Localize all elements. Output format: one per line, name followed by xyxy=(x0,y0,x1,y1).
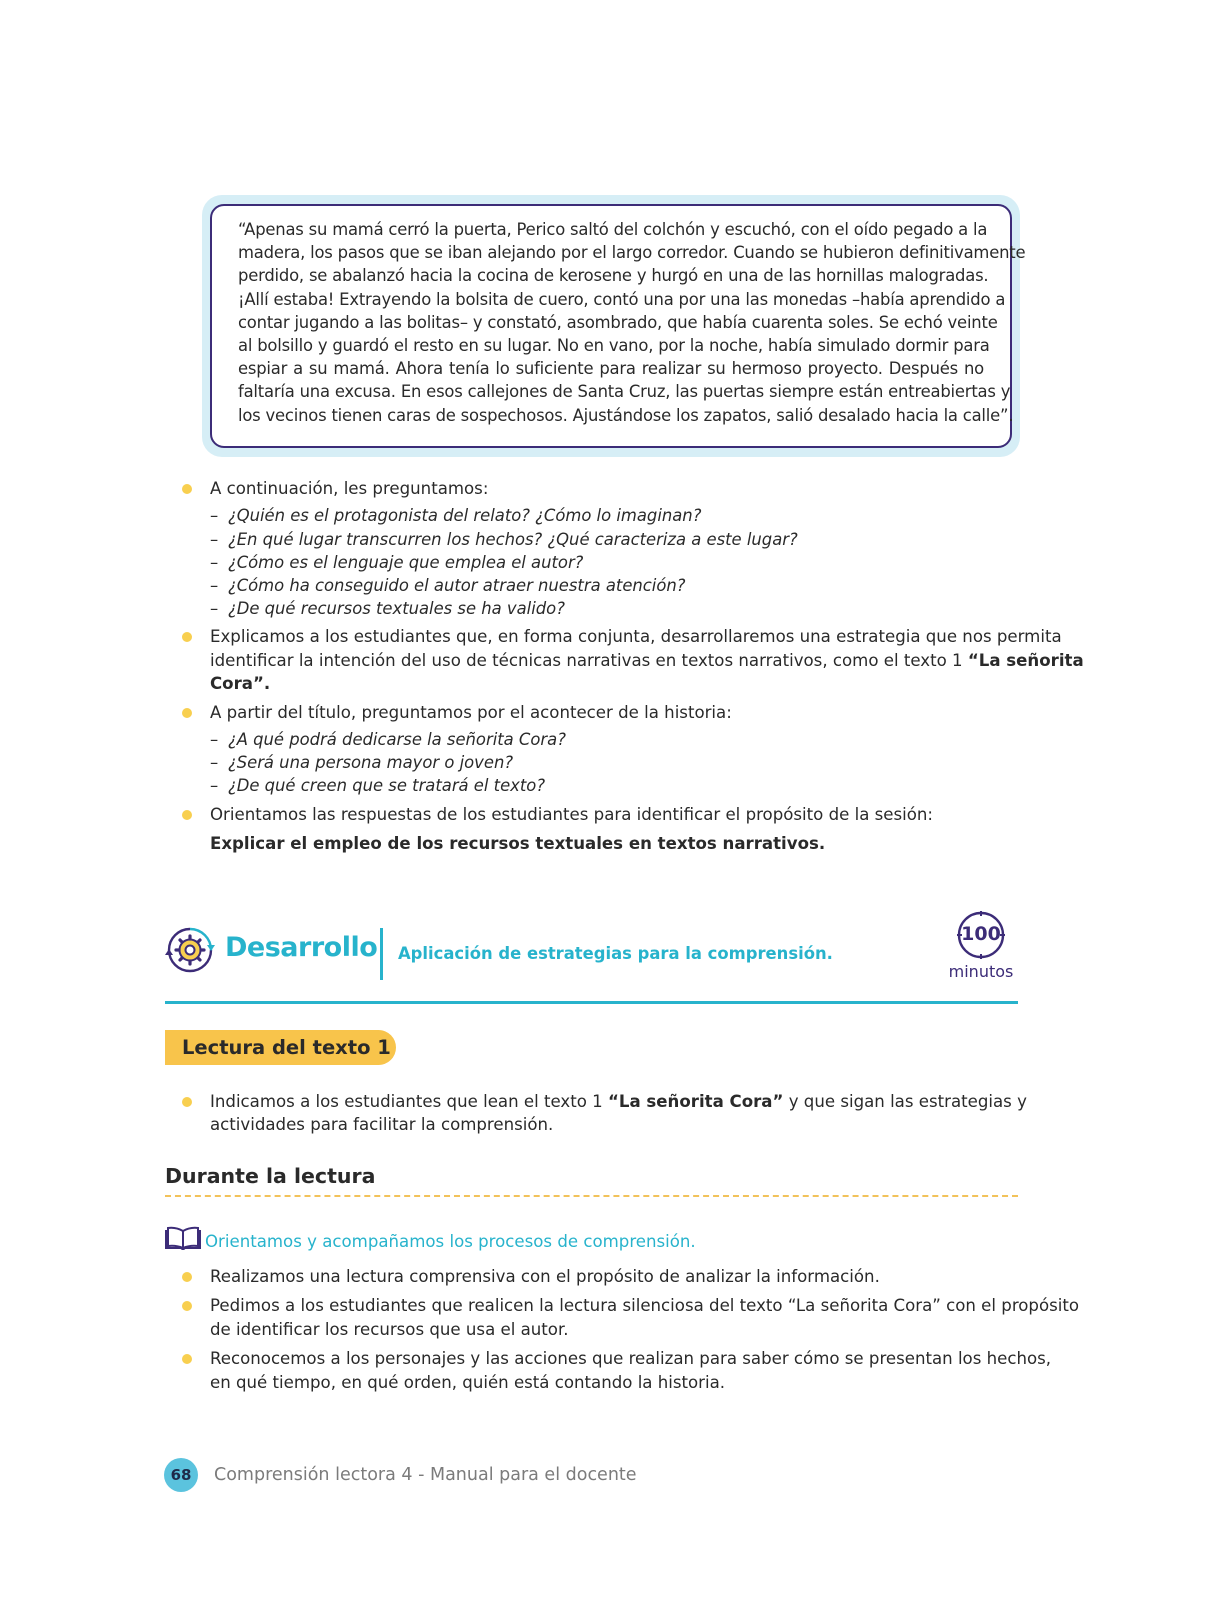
bullet-icon xyxy=(182,632,192,642)
timer-label: minutos xyxy=(948,962,1014,981)
list-item: Indicamos a los estudiantes que lean el texto 1 “La señorita Cora” y que sigan las estrategias y actividades para facilitar la comprensión. xyxy=(166,1090,1022,1137)
quote-line: al bolsillo y guardó el resto en su lugar. No en vano, por la noche, había simulado dormir para xyxy=(238,336,990,356)
timer-value: 100 xyxy=(961,923,1001,945)
quote-line: perdido, se abalanzó hacia la cocina de kerosene y hurgó en una de las hornillas malogradas. xyxy=(238,266,989,286)
sub-item: – ¿En qué lugar transcurren los hechos? ¿Qué caracteriza a este lugar? xyxy=(210,529,798,549)
bullet-icon xyxy=(182,1272,192,1282)
section-subtitle: Aplicación de estrategias para la comprensión. xyxy=(398,944,833,963)
orientation-text: Orientamos y acompañamos los procesos de comprensión. xyxy=(205,1232,696,1251)
lectura-section xyxy=(166,1090,1027,1137)
list-item: Pedimos a los estudiantes que realicen la lectura silenciosa del texto “La señorita Cora” con el propósito de identificar los recursos que usa el autor. xyxy=(166,1294,1022,1341)
open-book-icon xyxy=(164,1226,202,1252)
sub-item: – ¿A qué podrá dedicarse la señorita Cora? xyxy=(210,730,566,750)
list-item: Realizamos una lectura comprensiva con el propósito de analizar la información. xyxy=(166,1265,1022,1288)
bullet-icon xyxy=(182,810,192,820)
bullet-icon xyxy=(182,708,192,718)
sub-item: – ¿De qué creen que se tratará el texto? xyxy=(210,776,546,796)
lectura-tag: Lectura del texto 1 xyxy=(165,1030,396,1065)
title-divider xyxy=(380,928,383,980)
list-item: A continuación, les preguntamos: xyxy=(166,477,1022,500)
sub-item: – ¿Cómo es el lenguaje que emplea el autor? xyxy=(210,552,584,572)
quote-box xyxy=(202,195,1026,457)
questions-section xyxy=(166,477,1084,855)
section-divider xyxy=(165,1001,1018,1004)
bullet-icon xyxy=(182,1354,192,1364)
footer-text: Comprensión lectora 4 - Manual para el docente xyxy=(214,1465,637,1485)
page-number: 68 xyxy=(164,1458,198,1492)
sub-item: – ¿Quién es el protagonista del relato? ¿Cómo lo imaginan? xyxy=(210,506,702,526)
gear-cycle-icon xyxy=(165,925,215,975)
sub-item: – ¿Cómo ha conseguido el autor atraer nuestra atención? xyxy=(210,576,686,596)
bullet-icon xyxy=(182,484,192,494)
quote-inner xyxy=(210,204,1026,448)
quote-line: madera, los pasos que se iban alejando por el largo corredor. Cuando se hubieron definitivamente xyxy=(238,243,1026,263)
durante-section xyxy=(166,1265,1080,1394)
quote-line: espiar a su mamá. Ahora tenía lo suficiente para realizar su hermoso proyecto. Después no xyxy=(238,359,984,379)
list-item: A partir del título, preguntamos por el acontecer de la historia: xyxy=(166,701,1022,724)
quote-line: “Apenas su mamá cerró la puerta, Perico saltó del colchón y escuchó, con el oído pegado a la xyxy=(238,220,988,239)
sub-item: – ¿Será una persona mayor o joven? xyxy=(210,753,514,773)
section-title: Desarrollo xyxy=(225,932,378,963)
bullet-icon xyxy=(182,1097,192,1107)
quote-line: contar jugando a las bolitas– y constató, asombrado, que había cuarenta soles. Se echó veinte xyxy=(238,312,998,332)
purpose-statement: Explicar el empleo de los recursos textuales en textos narrativos. xyxy=(210,834,826,854)
list-item: Explicamos a los estudiantes que, en forma conjunta, desarrollaremos una estrategia que nos permita identificar la intención del uso de técnicas narrativas en textos narrativos, como el texto 1 “La señorita Cora”. xyxy=(166,625,1022,695)
list-item: Orientamos las respuestas de los estudiantes para identificar el propósito de la sesión: xyxy=(166,803,1022,826)
quote-line: faltaría una excusa. En esos callejones de Santa Cruz, las puertas siempre están entreabiertas y xyxy=(238,382,1011,402)
durante-heading: Durante la lectura xyxy=(165,1164,376,1188)
quote-line: ¡Allí estaba! Extrayendo la bolsita de cuero, contó una por una las monedas –había aprendido a xyxy=(238,289,1006,309)
bullet-icon xyxy=(182,1301,192,1311)
dashed-divider xyxy=(165,1195,1018,1197)
sub-item: – ¿De qué recursos textuales se ha valido? xyxy=(210,599,565,619)
quote-line: los vecinos tienen caras de sospechosos. Ajustándose los zapatos, salió desalado hacia la calle”. xyxy=(238,405,1014,425)
list-item: Reconocemos a los personajes y las acciones que realizan para saber cómo se presentan los hechos, en qué tiempo, en qué orden, quién está contando la historia. xyxy=(166,1347,1022,1394)
